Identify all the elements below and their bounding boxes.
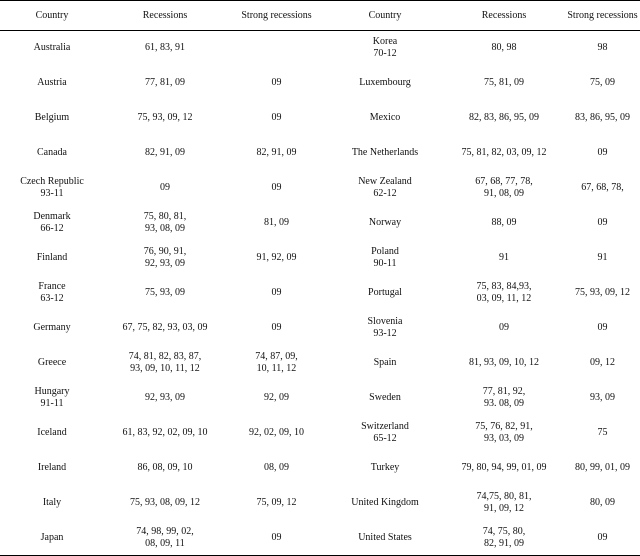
- country-cell: Canada: [37, 147, 67, 158]
- header-country-left: Country: [0, 1, 104, 31]
- country-cell: Italy: [42, 497, 62, 508]
- strong-recessions-cell: 09: [271, 112, 282, 123]
- strong-recessions-cell: 09: [271, 322, 282, 333]
- country-cell: Sweden: [369, 392, 401, 403]
- recessions-cell: 76, 90, 91, 92, 93, 09: [143, 246, 187, 269]
- country-cell: New Zealand 62-12: [358, 176, 412, 199]
- table-body: [0, 31, 640, 556]
- country-cell: Luxembourg: [359, 77, 411, 88]
- country-cell: Austria: [37, 77, 67, 88]
- recessions-cell: 75, 83, 84,93, 03, 09, 11, 12: [476, 281, 532, 304]
- country-cell: Switzerland 65-12: [361, 421, 409, 444]
- strong-recessions-cell: 74, 87, 09, 10, 11, 12: [255, 351, 298, 374]
- strong-recessions-cell: 09: [271, 287, 282, 298]
- country-cell: Greece: [37, 357, 67, 368]
- country-cell: Slovenia 93-12: [367, 316, 403, 339]
- country-cell: Turkey: [370, 462, 400, 473]
- recessions-cell: 75, 81, 09: [484, 77, 524, 88]
- strong-recessions-cell: 98: [597, 42, 608, 54]
- strong-recessions-cell: 08, 09: [264, 462, 289, 473]
- strong-recessions-cell: 83, 86, 95, 09: [575, 112, 630, 123]
- country-cell: Iceland: [37, 427, 67, 438]
- strong-recessions-cell: 82, 91, 09: [256, 147, 297, 158]
- strong-recessions-cell: 09: [597, 217, 608, 228]
- table-row: [0, 66, 640, 101]
- country-cell: Denmark 66-12: [33, 211, 71, 234]
- country-cell: Czech Republic 93-11: [20, 176, 84, 199]
- table-row: [0, 241, 640, 276]
- strong-recessions-cell: 91, 92, 09: [256, 252, 297, 263]
- country-cell: France 63-12: [38, 281, 66, 304]
- country-cell: Korea 70-12: [372, 36, 398, 60]
- recessions-cell: 75, 93, 09: [145, 287, 185, 298]
- recessions-cell: 79, 80, 94, 99, 01, 09: [461, 462, 547, 473]
- strong-recessions-cell: 75, 09: [590, 77, 615, 88]
- header-strong-recessions-left: Strong recessions: [226, 1, 327, 31]
- recessions-cell: 91: [499, 252, 509, 263]
- recessions-cell: 75, 93, 08, 09, 12: [130, 497, 200, 508]
- table-row: [0, 31, 640, 66]
- recessions-cell: 09: [499, 322, 509, 333]
- recessions-cell: 75, 76, 82, 91, 93, 03, 09: [475, 421, 533, 444]
- recessions-cell: 74, 75, 80, 82, 91, 09: [443, 521, 565, 556]
- recessions-cell: 74, 81, 82, 83, 87, 93, 09, 10, 11, 12: [128, 351, 202, 374]
- country-cell: Japan: [0, 521, 104, 556]
- strong-recessions-cell: 09: [271, 77, 282, 88]
- recessions-cell: 74,75, 80, 81, 91, 09, 12: [476, 491, 532, 514]
- strong-recessions-cell: 09: [271, 182, 282, 193]
- header-country-right: Country: [327, 1, 443, 31]
- country-cell: The Netherlands: [351, 147, 419, 158]
- table-row: [0, 101, 640, 136]
- country-cell: Finland: [36, 252, 68, 263]
- table-row: [0, 416, 640, 451]
- recessions-cell: 61, 83, 91: [145, 42, 185, 54]
- recessions-cell: 82, 91, 09: [145, 147, 185, 158]
- table-row: [0, 381, 640, 416]
- recessions-cell: 82, 83, 86, 95, 09: [469, 112, 539, 123]
- strong-recessions-cell: 93, 09: [590, 392, 615, 403]
- table-row: [0, 311, 640, 346]
- recessions-cell: 80, 98: [491, 42, 517, 54]
- strong-recessions-cell: [226, 31, 327, 66]
- recessions-cell: 88, 09: [491, 217, 517, 228]
- country-cell: Australia: [33, 42, 71, 54]
- country-cell: Belgium: [34, 112, 70, 123]
- country-cell: Norway: [368, 217, 402, 228]
- recessions-cell: 86, 08, 09, 10: [137, 462, 193, 473]
- recessions-cell: 74, 98, 99, 02, 08, 09, 11: [104, 521, 226, 556]
- recessions-cell: 09: [160, 182, 170, 193]
- strong-recessions-cell: 91: [597, 252, 608, 263]
- country-cell: Portugal: [368, 287, 402, 298]
- strong-recessions-cell: 81, 09: [264, 217, 289, 228]
- header-strong-recessions-right: Strong recessions: [565, 1, 640, 31]
- recessions-cell: 92, 93, 09: [145, 392, 185, 403]
- table-row: [0, 451, 640, 486]
- strong-recessions-cell: 92, 02, 09, 10: [249, 427, 304, 438]
- country-cell: Hungary 91-11: [34, 386, 70, 409]
- strong-recessions-cell: 09: [597, 147, 608, 158]
- strong-recessions-cell: 09: [597, 322, 608, 333]
- table-row: [0, 521, 640, 556]
- country-cell: Germany: [33, 322, 71, 333]
- table-header-row: [0, 1, 640, 31]
- strong-recessions-cell: 75, 09, 12: [256, 497, 297, 508]
- header-recessions-right: Recessions: [443, 1, 565, 31]
- strong-recessions-cell: 09: [226, 521, 327, 556]
- recessions-cell: 75, 81, 82, 03, 09, 12: [461, 147, 547, 158]
- recessions-cell: 61, 83, 92, 02, 09, 10: [122, 427, 208, 438]
- strong-recessions-cell: 09, 12: [590, 357, 615, 368]
- strong-recessions-cell: 75: [597, 427, 608, 438]
- table-row: [0, 276, 640, 311]
- country-cell: Poland 90-11: [371, 246, 399, 269]
- country-cell: Mexico: [369, 112, 401, 123]
- recessions-cell: 81, 93, 09, 10, 12: [469, 357, 539, 368]
- country-cell: United Kingdom: [351, 497, 419, 508]
- recessions-cell: 67, 75, 82, 93, 03, 09: [122, 322, 208, 333]
- table-row: [0, 136, 640, 171]
- country-cell: Ireland: [37, 462, 67, 473]
- header-recessions-left: Recessions: [104, 1, 226, 31]
- recessions-cell: 75, 93, 09, 12: [137, 112, 193, 123]
- strong-recessions-cell: 75, 93, 09, 12: [575, 287, 630, 298]
- strong-recessions-cell: 92, 09: [264, 392, 289, 403]
- recessions-cell: 67, 68, 77, 78, 91, 08, 09: [475, 176, 533, 199]
- recessions-cell: 77, 81, 09: [145, 77, 185, 88]
- table-row: [0, 171, 640, 206]
- recessions-cell: 75, 80, 81, 93, 08, 09: [143, 211, 187, 234]
- strong-recessions-cell: 09: [565, 521, 640, 556]
- recessions-cell: 77, 81, 92, 93. 08, 09: [482, 386, 526, 409]
- strong-recessions-cell: 80, 09: [590, 497, 615, 508]
- strong-recessions-cell: 80, 99, 01, 09: [575, 462, 630, 473]
- country-cell: Spain: [373, 357, 397, 368]
- country-cell: United States: [327, 521, 443, 556]
- table-row: [0, 206, 640, 241]
- strong-recessions-cell: 67, 68, 78,: [581, 182, 624, 193]
- table-row: [0, 486, 640, 521]
- table-row: [0, 346, 640, 381]
